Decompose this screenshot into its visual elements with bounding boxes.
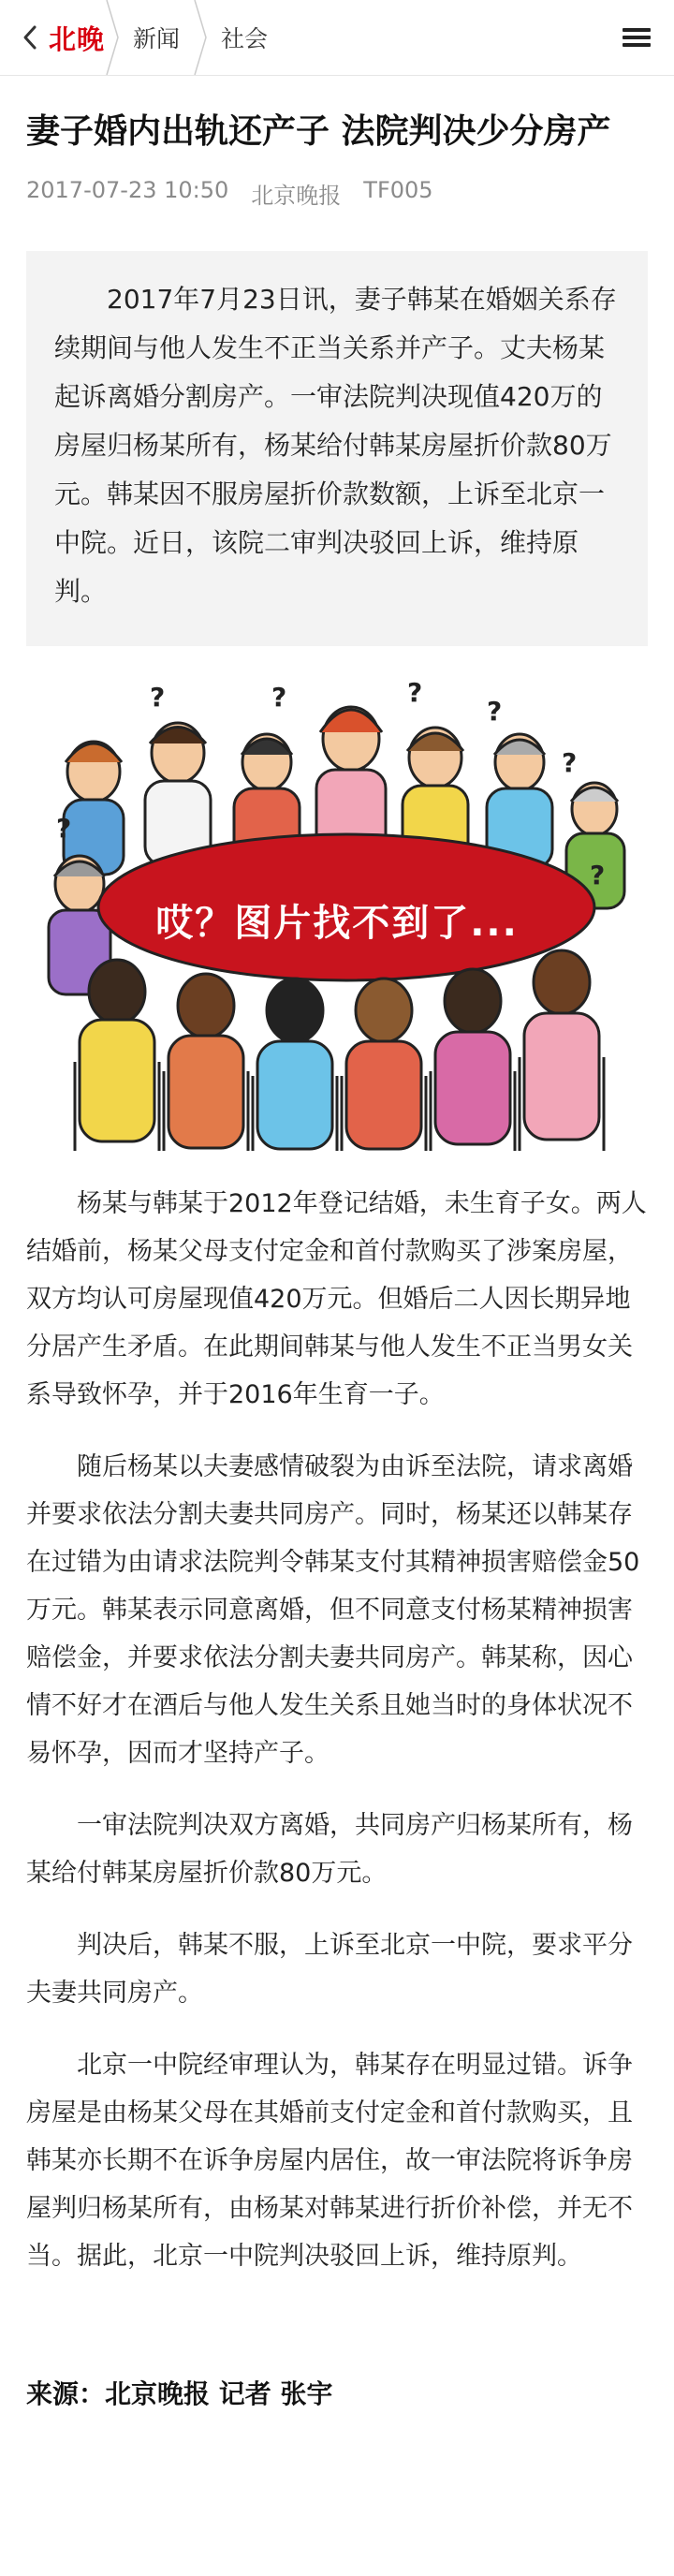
- breadcrumb-society[interactable]: 社会: [221, 25, 269, 52]
- breadcrumb-news[interactable]: 新闻: [133, 25, 181, 52]
- svg-text:?: ?: [56, 813, 72, 844]
- hamburger-menu-icon: [622, 22, 652, 52]
- svg-text:?: ?: [271, 682, 287, 713]
- chevron-right-icon: [193, 0, 208, 75]
- chevron-right-icon: [105, 0, 120, 75]
- menu-button[interactable]: [622, 22, 652, 52]
- back-button[interactable]: [13, 0, 47, 75]
- article-meta: [26, 177, 648, 210]
- paragraph: 判决后，韩某不服，上诉至北京一中院，要求平分夫妻共同房产。: [26, 1931, 633, 2008]
- article-summary: 2017年7月23日讯，妻子韩某在婚姻关系存续期间与他人发生不正当关系并产子。丈夫杨某起诉离婚分割房产。一审法院判决现值420万的房屋归杨某所有，杨某给付韩某房屋折价款80万元。韩某因不服房屋折价款数额，上诉至北京一中院。近日，该院二审判决驳回上诉，维持原判。: [26, 251, 648, 646]
- publisher: 北京晚报: [251, 183, 342, 209]
- svg-text:?: ?: [590, 860, 606, 891]
- paragraph: 北京一中院经审理认为，韩某存在明显过错。诉争房屋是由杨某父母在其婚前支付定金和首付款购买，且韩某亦长期不在诉争房屋内居住，故一审法院将诉争房屋判归杨某所有，由杨某对韩某进行折价补偿，并无不当。据此，北京一中院判决驳回上诉，维持原判。: [26, 2051, 633, 2271]
- svg-text:?: ?: [407, 677, 423, 708]
- svg-text:?: ?: [562, 747, 578, 778]
- svg-text:?: ?: [150, 682, 166, 713]
- paragraph: 随后杨某以夫妻感情破裂为由诉至法院，请求离婚并要求依法分割夫妻共同房产。同时，杨某还以韩某存在过错为由请求法院判令韩某支付其精神损害赔偿金50万元。韩某表示同意离婚，但不同意支付杨某精神损害赔偿金，并要求依法分割夫妻共同房产。韩某称，因心情不好才在酒后与他人发生关系且她当时的身体状况不易怀孕，因而才坚持产子。: [26, 1452, 640, 1768]
- article-title: 妻子婚内出轨还产子 法院判决少分房产: [26, 112, 611, 151]
- page-code: TF005: [363, 177, 433, 203]
- breadcrumb: [105, 0, 281, 75]
- paragraph: 杨某与韩某于2012年登记结婚，未生育子女。两人结婚前，杨某父母支付定金和首付款购买了涉案房屋，双方均认可房屋现值420万元。但婚后二人因长期异地分居产生矛盾。在此期间韩某与他人发生不正当男女关系导致怀孕，并于2016年生育一子。: [26, 1189, 647, 1409]
- article-source: 来源：北京晚报 记者 张宇: [26, 2378, 333, 2409]
- brand-logo[interactable]: 北晚: [49, 22, 106, 55]
- image-missing-text: 哎？图片找不到了...: [155, 902, 519, 945]
- paragraph: 一审法院判决双方离婚，共同房产归杨某所有，杨某给付韩某房屋折价款80万元。: [26, 1811, 633, 1888]
- image-not-found-illustration: [37, 669, 637, 1156]
- svg-text:?: ?: [487, 696, 503, 727]
- chevron-left-icon: [21, 23, 39, 52]
- publish-date: 2017-07-23 10:50: [26, 177, 229, 203]
- top-nav-bar: [0, 0, 674, 76]
- article-body: [26, 1180, 648, 2280]
